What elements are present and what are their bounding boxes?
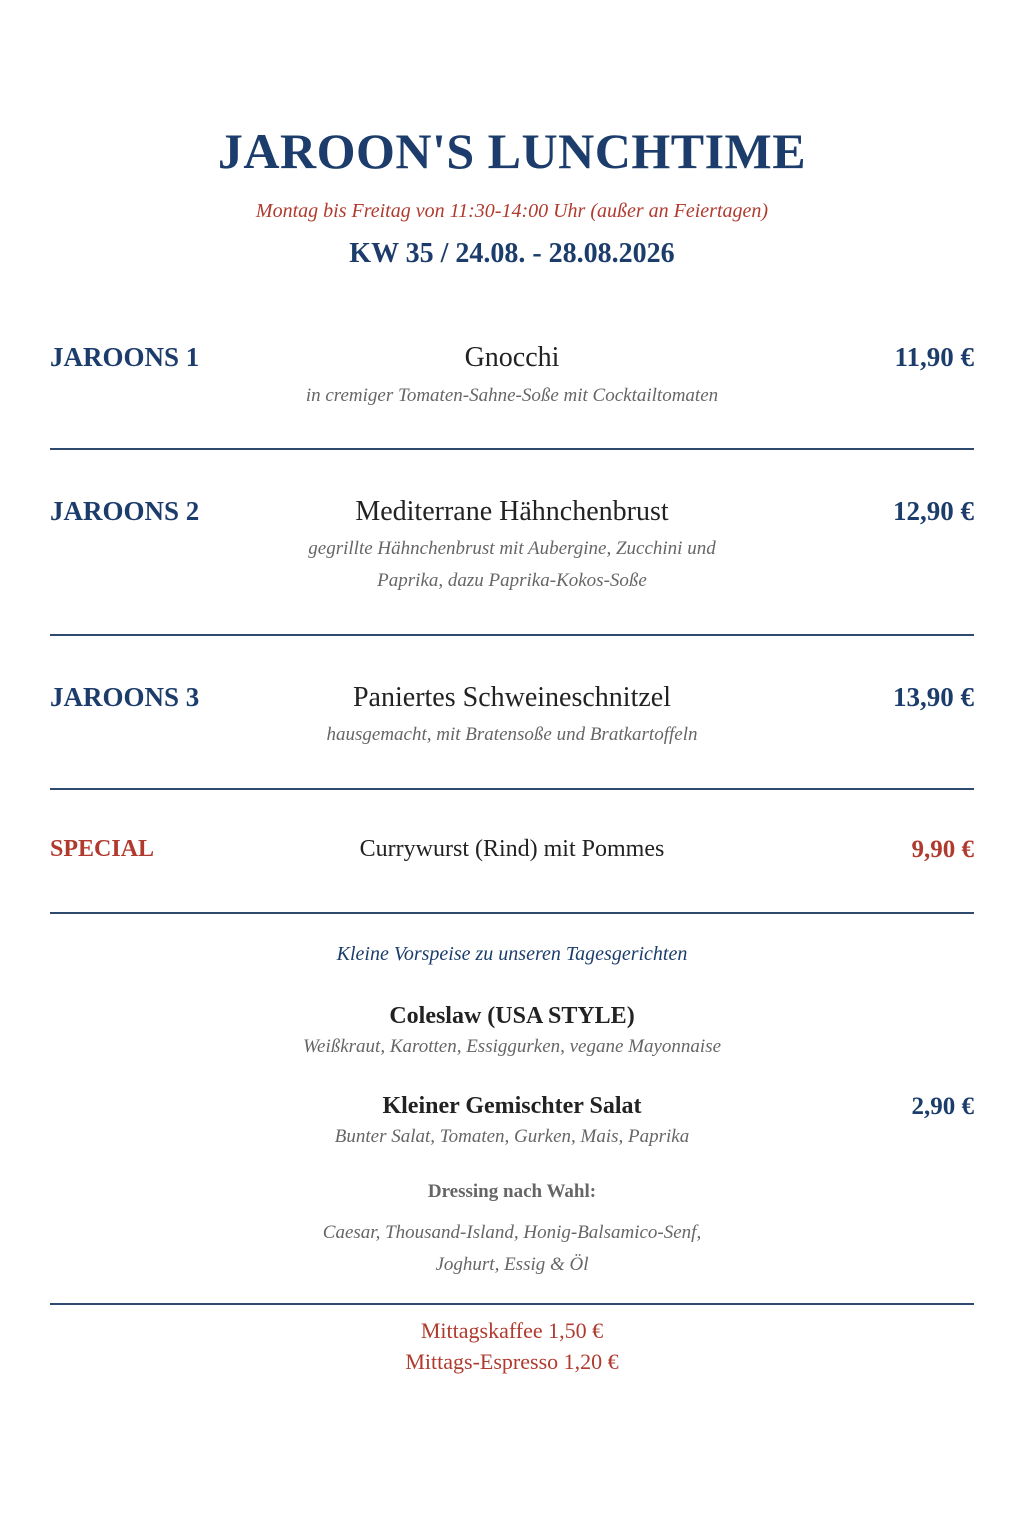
dressing-options-line-1: Caesar, Thousand-Island, Honig-Balsamico-Senf, xyxy=(322,1222,702,1243)
starter-price: 2,90 € xyxy=(911,1093,974,1120)
menu-title: JAROON'S LUNCHTIME xyxy=(217,123,807,179)
menu-item-label: JAROONS 1 xyxy=(50,342,200,372)
menu-item-special xyxy=(50,836,974,876)
divider xyxy=(50,1303,974,1305)
menu-item-price: 9,90 € xyxy=(911,836,974,863)
menu-item-jaroons-1 xyxy=(50,342,974,422)
starter-name-salad: Kleiner Gemischter Salat xyxy=(382,1093,642,1119)
menu-item-dish: Paniertes Schweineschnitzel xyxy=(352,682,671,713)
menu-item-dish: Mediterrane Hähnchenbrust xyxy=(355,496,669,527)
menu-item-description-line-1: gegrillte Hähnchenbrust mit Aubergine, Zucchini und xyxy=(308,538,716,559)
starter-description-coleslaw: Weißkraut, Karotten, Essiggurken, vegane Mayonnaise xyxy=(302,1036,722,1057)
divider xyxy=(50,912,974,914)
opening-hours: Montag bis Freitag von 11:30-14:00 Uhr (außer an Feiertagen) xyxy=(255,200,769,222)
menu-item-label: JAROONS 3 xyxy=(50,682,200,712)
dressing-heading: Dressing nach Wahl: xyxy=(427,1181,597,1202)
menu-item-label: SPECIAL xyxy=(50,836,155,862)
calendar-week: KW 35 / 24.08. - 28.08.2026 xyxy=(349,238,675,269)
espresso-price: Mittags-Espresso 1,20 € xyxy=(405,1349,619,1374)
menu-item-description: hausgemacht, mit Bratensoße und Bratkartoffeln xyxy=(326,724,698,745)
divider xyxy=(50,634,974,636)
menu-item-jaroons-3 xyxy=(50,682,974,762)
menu-item-description: in cremiger Tomaten-Sahne-Soße mit Cocktailtomaten xyxy=(305,385,719,406)
menu-item-dish: Currywurst (Rind) mit Pommes xyxy=(359,836,665,862)
divider xyxy=(50,788,974,790)
menu-item-description-line-2: Paprika, dazu Paprika-Kokos-Soße xyxy=(377,570,647,591)
starters-heading: Kleine Vorspeise zu unseren Tagesgerichten xyxy=(336,943,688,965)
menu-item-label: JAROONS 2 xyxy=(50,496,200,526)
menu-item-dish: Gnocchi xyxy=(464,342,560,373)
starter-name-coleslaw: Coleslaw (USA STYLE) xyxy=(389,1003,635,1029)
menu-item-price: 11,90 € xyxy=(894,342,974,372)
menu-item-price: 12,90 € xyxy=(893,496,974,526)
menu-item-price: 13,90 € xyxy=(893,682,974,712)
menu-item-jaroons-2 xyxy=(50,496,974,606)
coffee-price: Mittagskaffee 1,50 € xyxy=(420,1318,604,1343)
starter-description-salad: Bunter Salat, Tomaten, Gurken, Mais, Paprika xyxy=(334,1126,690,1147)
dressing-options-line-2: Joghurt, Essig & Öl xyxy=(435,1254,589,1275)
divider xyxy=(50,448,974,450)
